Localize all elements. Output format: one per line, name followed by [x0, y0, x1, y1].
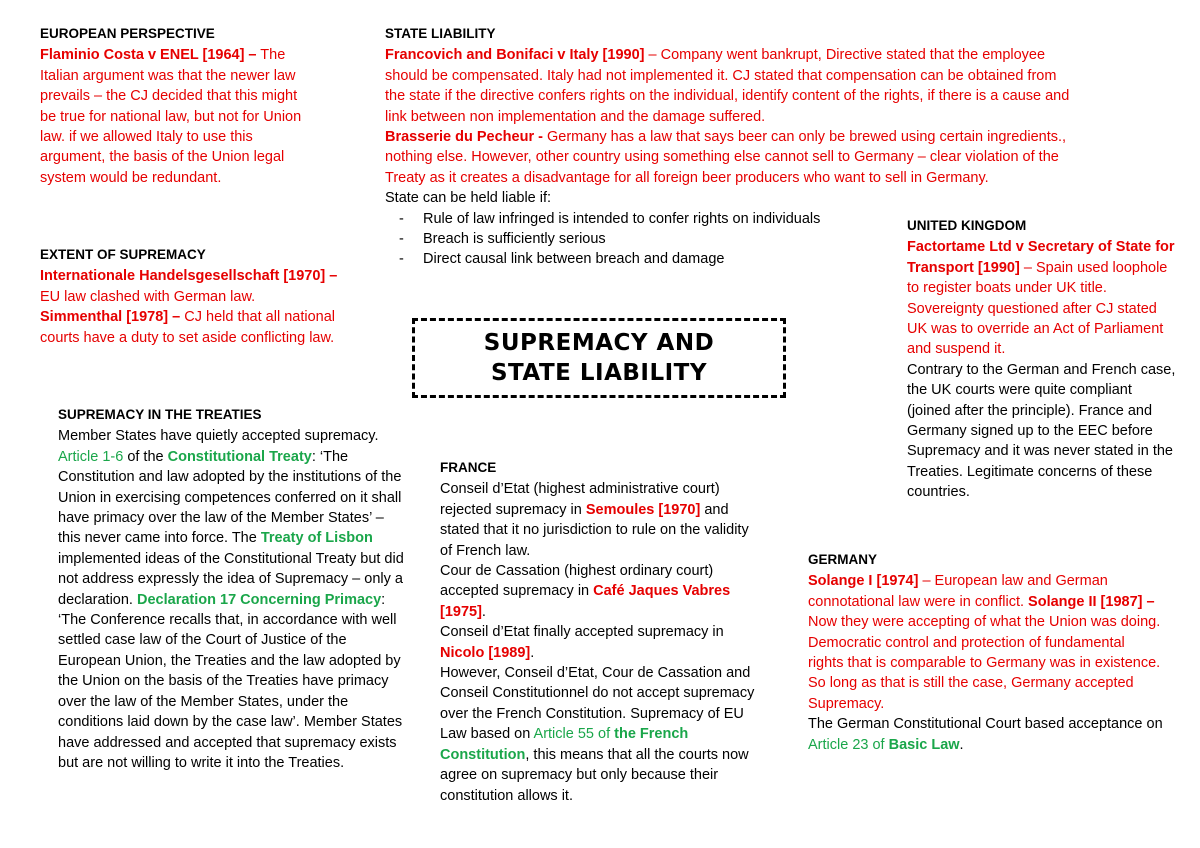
simmenthal-case: Simmenthal [1978] –: [40, 309, 181, 326]
brasserie-case: Brasserie du Pecheur -: [385, 129, 543, 146]
germany-t1: The German Constitutional Court based acceptance on: [808, 716, 1163, 733]
article-1-6-ref: Article 1-6: [58, 448, 124, 465]
extent-heading: EXTENT OF SUPREMACY: [40, 247, 206, 262]
french-constitution-ref: the French Constitution: [440, 726, 689, 763]
condition-text: Direct causal link between breach and damage: [423, 251, 725, 268]
european-perspective-heading: EUROPEAN PERSPECTIVE: [40, 26, 215, 41]
solange-i-case: Solange I [1974]: [808, 573, 919, 590]
france-t4: .: [481, 603, 486, 620]
treaties-heading: SUPREMACY IN THE TREATIES: [58, 407, 262, 422]
treaty-of-lisbon-ref: Treaty of Lisbon: [260, 530, 373, 547]
france-t7: However, Conseil d’Etat, Cour de Cassation and Conseil Constitutionnel do not accept supremacy over the French Constitution. Supremacy of EU Law based on: [440, 665, 755, 743]
germany-basis: [808, 714, 1164, 755]
france-text-2: [440, 561, 762, 622]
basic-law-ref: Basic Law: [888, 736, 960, 753]
uk-case-text: [907, 237, 1177, 359]
cafe-jaques-vabres-case: Café Jaques Vabres [1975]: [440, 583, 731, 620]
uk-commentary: Contrary to the German and French case, the UK courts were quite compliant (joined after the principle). France and Germany signed up to the EEC before Supremacy and it was never stated in the Treaties. Legitimate concerns of these countries.: [907, 361, 1176, 501]
nicolo-case: Nicolo [1989]: [440, 644, 531, 661]
france-section: [440, 458, 762, 806]
germany-section: [808, 550, 1164, 755]
simmenthal-summary: CJ held that all national courts have a duty to set aside conflicting law.: [40, 309, 336, 346]
factortame-case: Factortame Ltd v Secretary of State for Transport [1990]: [907, 239, 1175, 276]
solange-ii-summary: Now they were accepting of what the Union was doing. Democratic control and protection of fundamental rights that is comparable to Germany was in existence. So long as that is still the case, Germany accepted Supremacy.: [808, 614, 1161, 712]
semoules-case: Semoules [1970]: [585, 501, 701, 518]
handelsgesellschaft-case: Internationale Handelsgesellschaft [1970] –: [40, 268, 338, 285]
dash-marker: -: [399, 231, 404, 248]
france-heading: FRANCE: [440, 460, 497, 475]
france-t8: , this means that all the courts now agree on supremacy but only because their constitution allows it.: [440, 746, 749, 804]
handelsgesellschaft-summary: EU law clashed with German law.: [40, 288, 256, 305]
dash-marker: -: [399, 251, 404, 268]
constitutional-treaty-ref: Constitutional Treaty: [167, 448, 312, 465]
france-t5: Conseil d’Etat finally accepted supremacy in: [440, 624, 724, 641]
treaties-text-3: : ‘The Constitution and law adopted by the institutions of the Union in exercising competences conferred on it shall have primacy over the law of the Member States’ – this never came into force. The: [58, 448, 402, 547]
extent-of-supremacy-section: [40, 245, 340, 348]
treaties-text-5: : ‘The Conference recalls that, in accordance with well settled case law of the Court of Justice of the European Union, the Treaties and the law adopted by the Union on the basis of the Treaties have primacy over the law of the Member States, under the conditions laid down by the case law’. Member States have addressed and accepted that supremacy exists but are not willing to write it into the Treaties.: [58, 591, 403, 771]
supremacy-treaties-section: [58, 405, 404, 773]
main-title-line-1: SUPREMACY AND: [483, 330, 715, 356]
main-title-box: [412, 318, 786, 398]
france-t6: .: [530, 644, 535, 661]
article-55-ref: Article 55 of: [533, 726, 611, 743]
treaties-text-4: implemented ideas of the Constitutional Treaty but did not address expressly the idea of Supremacy – only a declaration.: [58, 550, 404, 608]
france-t1: Conseil d’Etat (highest administrative court) rejected supremacy in: [440, 481, 720, 518]
germany-heading: GERMANY: [808, 552, 878, 567]
state-liability-cases: [385, 45, 1071, 188]
francovich-summary: – Company went bankrupt, Directive stated that the employee should be compensated. Italy had not implemented it. CJ stated that compensation can be obtained from the state if the directive confers rights on the individual, identify content of the rights, if there is a cause and link between non implementation and the damage suffered.: [385, 47, 1070, 125]
solange-i-summary: – European law and German connotational law were in conflict.: [808, 573, 1108, 610]
uk-heading: UNITED KINGDOM: [907, 218, 1027, 233]
treaties-text-2: of the: [127, 448, 164, 465]
treaties-intro: Member States have quietly accepted supremacy.: [58, 428, 379, 445]
costa-enel-summary: The Italian argument was that the newer law prevails – the CJ decided that this might be true for national law, but not for Union law. if we allowed Italy to use this argument, the basis of the Union legal system would be redundant.: [40, 47, 302, 186]
germany-t2: .: [959, 736, 964, 753]
solange-ii-case: Solange II [1987] –: [1028, 593, 1155, 610]
condition-text: Rule of law infringed is intended to confer rights on individuals: [423, 210, 821, 227]
declaration-17-ref: Declaration 17 Concerning Primacy: [137, 591, 382, 608]
costa-enel-case: Flaminio Costa v ENEL [1964] –: [40, 47, 257, 64]
factortame-summary: – Spain used loophole to register boats under UK title. Sovereignty questioned after CJ stated UK was to override an Act of Parliament and suspend it.: [907, 259, 1168, 358]
france-t3: Cour de Cassation (highest ordinary court) accepted supremacy in: [440, 563, 714, 600]
liability-intro: State can be held liable if:: [385, 190, 552, 207]
european-perspective-text: [40, 45, 312, 188]
condition-text: Breach is sufficiently serious: [423, 231, 606, 248]
france-text-1: [440, 479, 762, 561]
article-23-ref: Article 23 of: [808, 736, 885, 753]
france-t2: and stated that it no jurisdiction to rule on the validity of French law.: [440, 501, 749, 559]
main-title-line-2: STATE LIABILITY: [490, 360, 708, 386]
treaties-text: [58, 426, 404, 773]
european-perspective-section: [40, 24, 312, 188]
dash-marker: -: [399, 210, 404, 227]
francovich-case: Francovich and Bonifaci v Italy [1990]: [385, 47, 645, 64]
extent-text: [40, 266, 340, 348]
united-kingdom-section: [907, 216, 1177, 503]
france-text-4: [440, 663, 762, 806]
france-text-3: [440, 622, 762, 663]
germany-cases: [808, 571, 1164, 714]
brasserie-summary: Germany has a law that says beer can only be brewed using certain ingredients., nothing else. However, other country using something else cannot sell to Germany – clear violation of the Treaty as it creates a disadvantage for all foreign beer producers who want to sell in Germany.: [385, 129, 1067, 186]
state-liability-heading: STATE LIABILITY: [385, 26, 496, 41]
